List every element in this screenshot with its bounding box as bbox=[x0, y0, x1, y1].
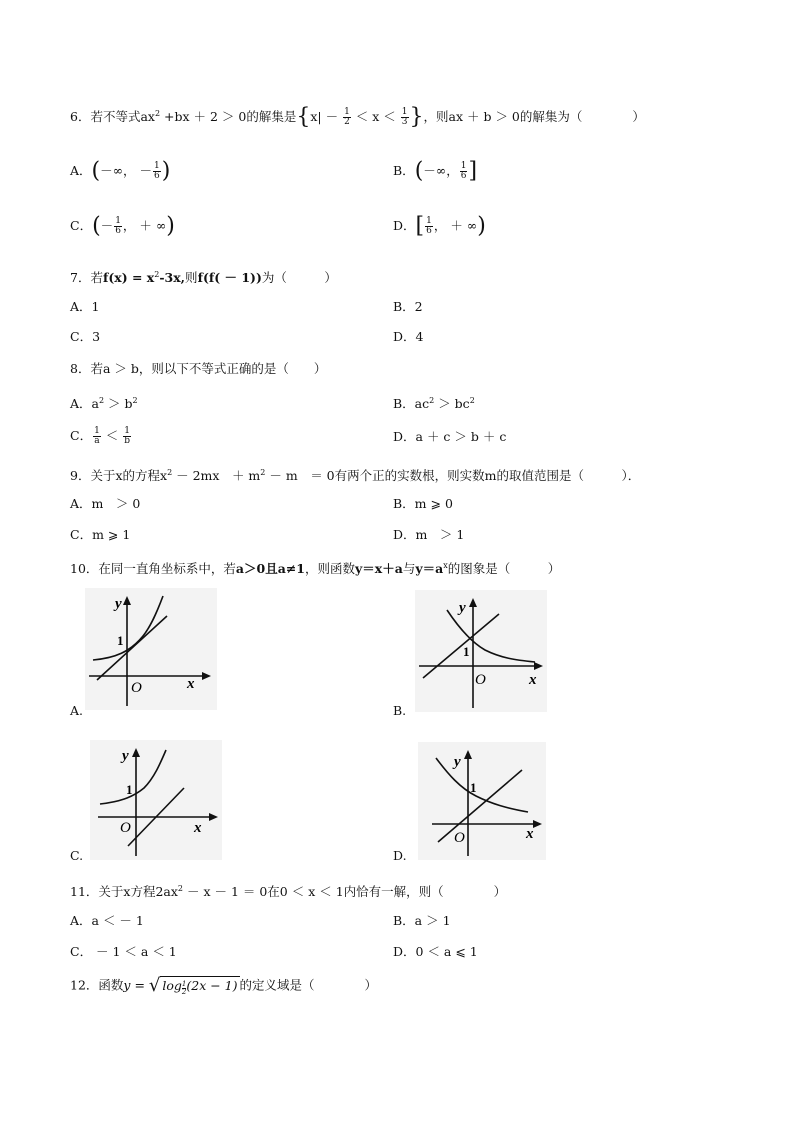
q10-option-a[interactable]: A. bbox=[70, 703, 84, 718]
left-brace: { bbox=[296, 104, 311, 130]
origin-label: O bbox=[475, 672, 486, 688]
q11-option-b[interactable]: B．a ＞ 1 bbox=[393, 913, 451, 928]
q11-option-a[interactable]: A．a ＜ － 1 bbox=[70, 913, 144, 928]
q11-option-c[interactable]: C． － 1 ＜ a ＜ 1 bbox=[70, 944, 177, 959]
tick-one: 1 bbox=[463, 644, 470, 659]
graph-d bbox=[418, 742, 546, 860]
q7-option-b[interactable]: B．2 bbox=[393, 299, 423, 314]
axis-x-label: x bbox=[526, 826, 534, 842]
axis-y-label: y bbox=[454, 754, 461, 770]
q7-stem: 7．若$f(x) = x^2-3x$,则f(f( － 1))为（ ） bbox=[70, 270, 337, 286]
q6-option-a[interactable]: A．(－∞， － $\frac{1}{6}$ ) bbox=[70, 158, 171, 184]
q9-option-d[interactable]: D．m ＞ 1 bbox=[393, 527, 465, 542]
axis-x-label: x bbox=[529, 672, 537, 688]
q7-option-c[interactable]: C．3 bbox=[70, 329, 101, 344]
q7-option-d[interactable]: D．4 bbox=[393, 329, 424, 344]
graph-c bbox=[90, 740, 222, 860]
q6-stem: 6．若不等式$ax^2 +bx + 2 > 0$的解集是{x| － $\frac{1}{2}$ ＜ x ＜ $\frac{1}{3}$ }，则ax ＋ b ＞ 0的解集为（ ） bbox=[70, 104, 645, 130]
axis-y-label: y bbox=[122, 748, 129, 764]
q8-option-a[interactable]: A．$a^2 > b^2$ bbox=[70, 396, 138, 412]
origin-label: O bbox=[131, 680, 142, 696]
q8-stem: 8．若a ＞ b，则以下不等式正确的是（ ） bbox=[70, 361, 327, 376]
axis-y-label: y bbox=[115, 596, 122, 612]
axis-x-label: x bbox=[194, 820, 202, 836]
fraction: $\frac{1}{2}$ bbox=[344, 107, 350, 128]
q9-option-c[interactable]: C．m ⩾ 1 bbox=[70, 527, 131, 542]
q11-option-d[interactable]: D．0 ＜ a ⩽ 1 bbox=[393, 944, 478, 959]
q8-option-c[interactable]: C． $\frac{1}{a}$ ＜ $\frac{1}{b}$ bbox=[70, 426, 131, 446]
q10-option-b[interactable]: B. bbox=[393, 703, 407, 718]
q8-option-d[interactable]: D．a ＋ c ＞ b ＋ c bbox=[393, 429, 507, 444]
q6-option-d[interactable]: D．[ $\frac{1}{6}$ ， ＋ ∞) bbox=[393, 213, 486, 239]
q10-option-c[interactable]: C. bbox=[70, 848, 84, 863]
sqrt-sign: √ bbox=[148, 974, 161, 996]
q8-option-b[interactable]: B．$ac^2 > bc^2$ bbox=[393, 396, 475, 412]
q6-option-b[interactable]: B．(－∞， $\frac{1}{6}$ ] bbox=[393, 158, 478, 184]
origin-label: O bbox=[454, 830, 465, 846]
q9-option-a[interactable]: A．m ＞ 0 bbox=[70, 496, 141, 511]
axis-y-label: y bbox=[459, 600, 466, 616]
q10-option-d[interactable]: D. bbox=[393, 848, 407, 863]
sqrt-body: log $\frac{1}{2}$ (2x − 1) bbox=[162, 978, 238, 996]
tick-one: 1 bbox=[126, 782, 133, 797]
tick-one: 1 bbox=[117, 633, 124, 648]
fraction: $\frac{1}{3}$ bbox=[401, 107, 408, 128]
graph-a bbox=[85, 588, 217, 710]
tick-one: 1 bbox=[470, 780, 477, 795]
q11-stem: 11．关于x方程$2ax^2 - x - 1 = 0$在0 ＜ x ＜ 1内恰有一解，则（ ） bbox=[70, 884, 507, 900]
q12-stem: 12．函数y = √ log $\frac{1}{2}$ (2x − 1) 的定义域是（ ） bbox=[70, 974, 378, 996]
q9-option-b[interactable]: B．m ⩾ 0 bbox=[393, 496, 453, 511]
origin-label: O bbox=[120, 820, 131, 836]
axis-x-label: x bbox=[187, 676, 195, 692]
graph-b bbox=[415, 590, 547, 712]
right-brace: } bbox=[409, 104, 424, 130]
q9-stem: 9．关于x的方程$x^2 - 2mx$ ＋ $m^2 - m$ ＝ 0有两个正的实数根，则实数m的取值范围是（ ）． bbox=[70, 468, 641, 484]
q7-option-a[interactable]: A．1 bbox=[70, 299, 100, 314]
q6-option-c[interactable]: C．(－ $\frac{1}{6}$ ， ＋ ∞) bbox=[70, 213, 175, 239]
q10-stem: 10．在同一直角坐标系中，若a＞0且a≠1，则函数y＝x＋a与$y=a^x$的图象是（ ） bbox=[70, 561, 561, 577]
